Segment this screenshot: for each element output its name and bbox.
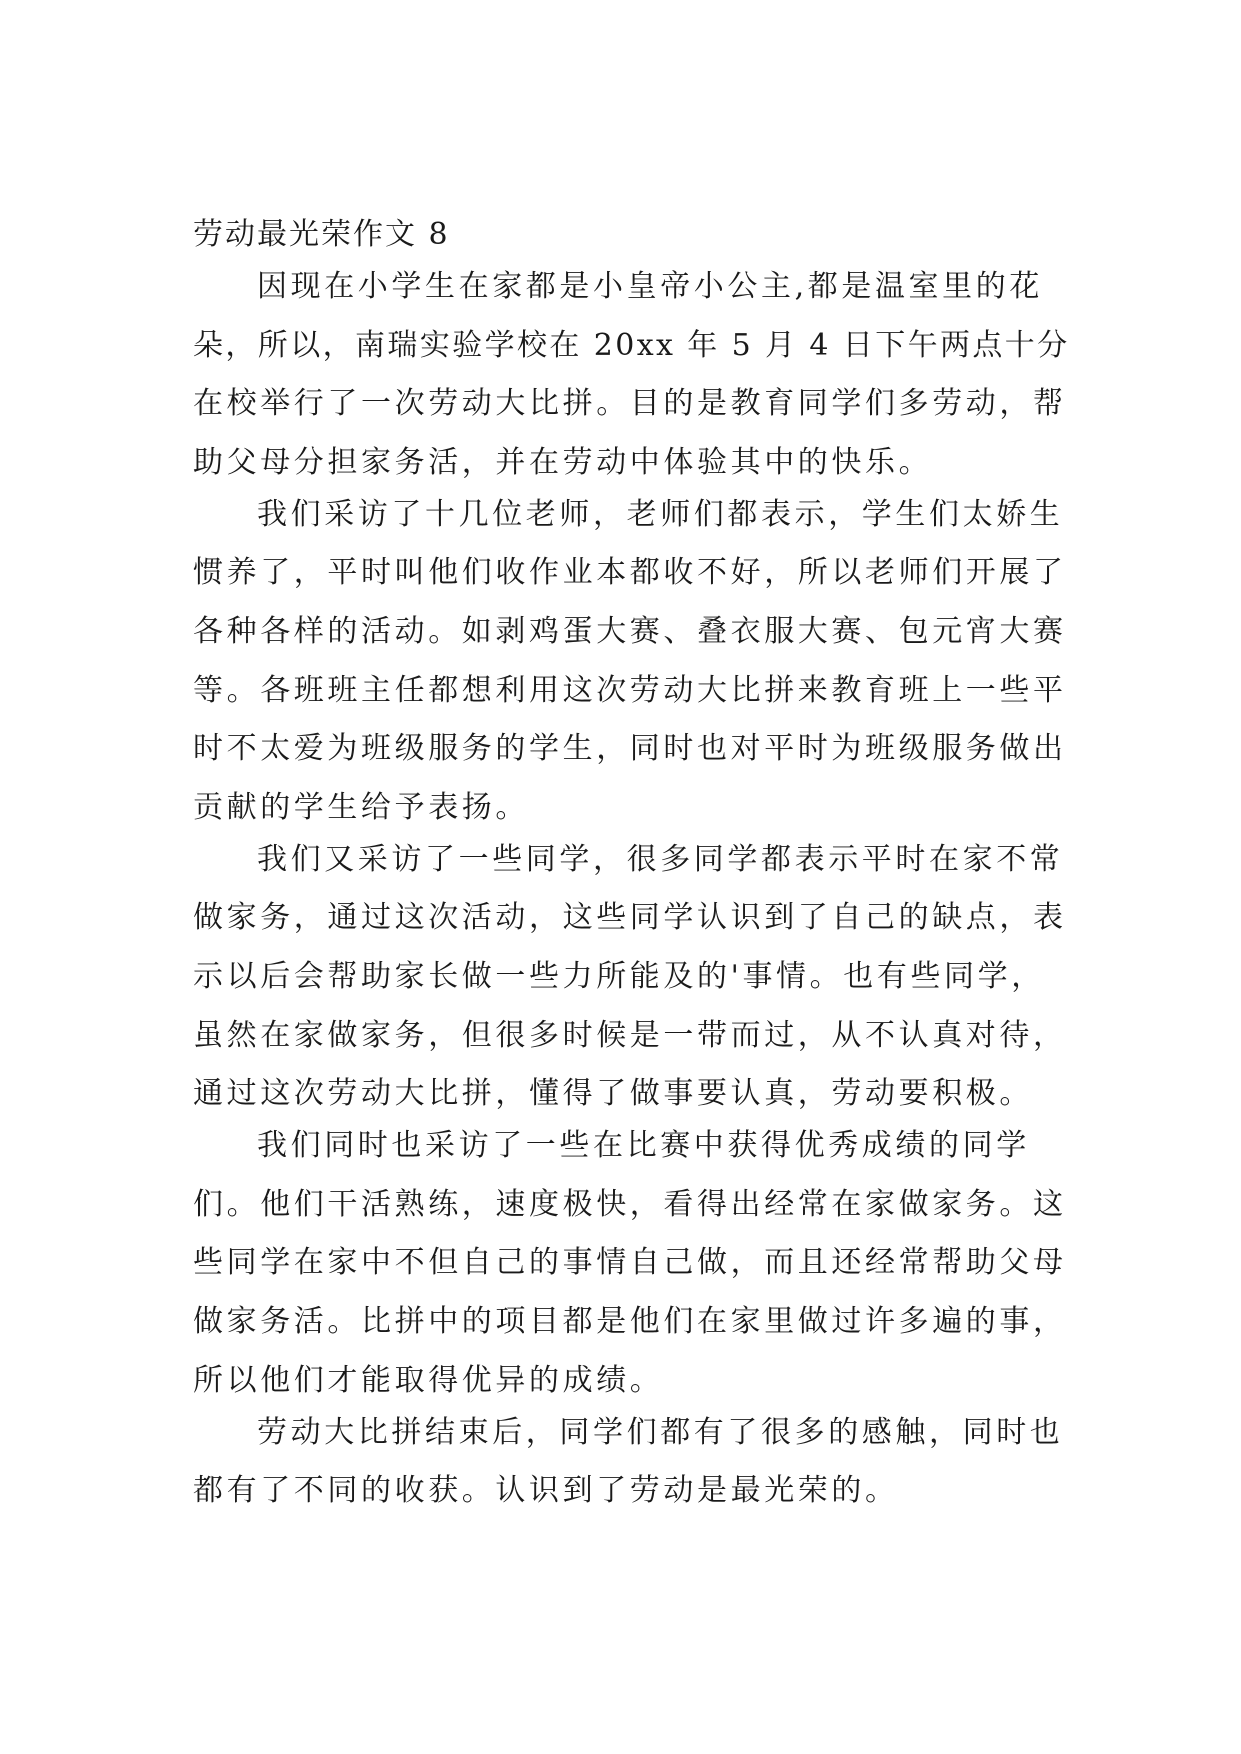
text-line: 贡献的学生给予表扬。 xyxy=(193,789,529,825)
text-line: 做家务活。比拼中的项目都是他们在家里做过许多遍的事， xyxy=(193,1303,1067,1339)
text-line: 各种各样的活动。如剥鸡蛋大赛、叠衣服大赛、包元宵大赛 xyxy=(193,613,1067,649)
text-line: 因现在小学生在家都是小皇帝小公主,都是温室里的花 xyxy=(257,269,1043,304)
text-line: 等。各班班主任都想利用这次劳动大比拼来教育班上一些平 xyxy=(193,672,1067,708)
text-line: 时不太爱为班级服务的学生，同时也对平时为班级服务做出 xyxy=(193,731,1067,767)
text-line: 所以他们才能取得优异的成绩。 xyxy=(193,1362,664,1398)
paragraph-4 xyxy=(193,1128,1067,1398)
paragraph-2 xyxy=(193,496,1067,825)
text-line: 我们采访了十几位老师，老师们都表示，学生们太娇生 xyxy=(257,496,1064,532)
text-line: 示以后会帮助家长做一些力所能及的'事情。也有些同学， xyxy=(193,958,1045,994)
text-line: 朵，所以，南瑞实验学校在 20xx 年 5 月 4 日下午两点十分 xyxy=(193,327,1070,363)
text-line: 我们又采访了一些同学，很多同学都表示平时在家不常 xyxy=(257,841,1064,877)
text-line: 些同学在家中不但自己的事情自己做，而且还经常帮助父母 xyxy=(193,1245,1067,1281)
document-body xyxy=(193,217,1070,1509)
text-line: 劳动大比拼结束后，同学们都有了很多的感触，同时也 xyxy=(257,1414,1064,1450)
document-title: 劳动最光荣作文 8 xyxy=(193,217,450,252)
text-line: 在校举行了一次劳动大比拼。目的是教育同学们多劳动，帮 xyxy=(193,386,1067,422)
text-line: 都有了不同的收获。认识到了劳动是最光荣的。 xyxy=(193,1473,899,1509)
text-line: 惯养了，平时叫他们收作业本都收不好，所以老师们开展了 xyxy=(193,555,1067,591)
text-line: 们。他们干活熟练，速度极快，看得出经常在家做家务。这 xyxy=(193,1186,1067,1222)
text-line: 做家务，通过这次活动，这些同学认识到了自己的缺点，表 xyxy=(193,900,1067,936)
text-line: 虽然在家做家务，但很多时候是一带而过，从不认真对待， xyxy=(193,1017,1067,1053)
text-line: 通过这次劳动大比拼，懂得了做事要认真，劳动要积极。 xyxy=(193,1076,1033,1112)
text-line: 助父母分担家务活，并在劳动中体验其中的快乐。 xyxy=(193,444,933,480)
paragraph-3 xyxy=(193,841,1067,1112)
text-line: 我们同时也采访了一些在比赛中获得优秀成绩的同学 xyxy=(257,1128,1030,1164)
paragraph-5 xyxy=(193,1414,1064,1509)
paragraph-1 xyxy=(193,269,1070,480)
